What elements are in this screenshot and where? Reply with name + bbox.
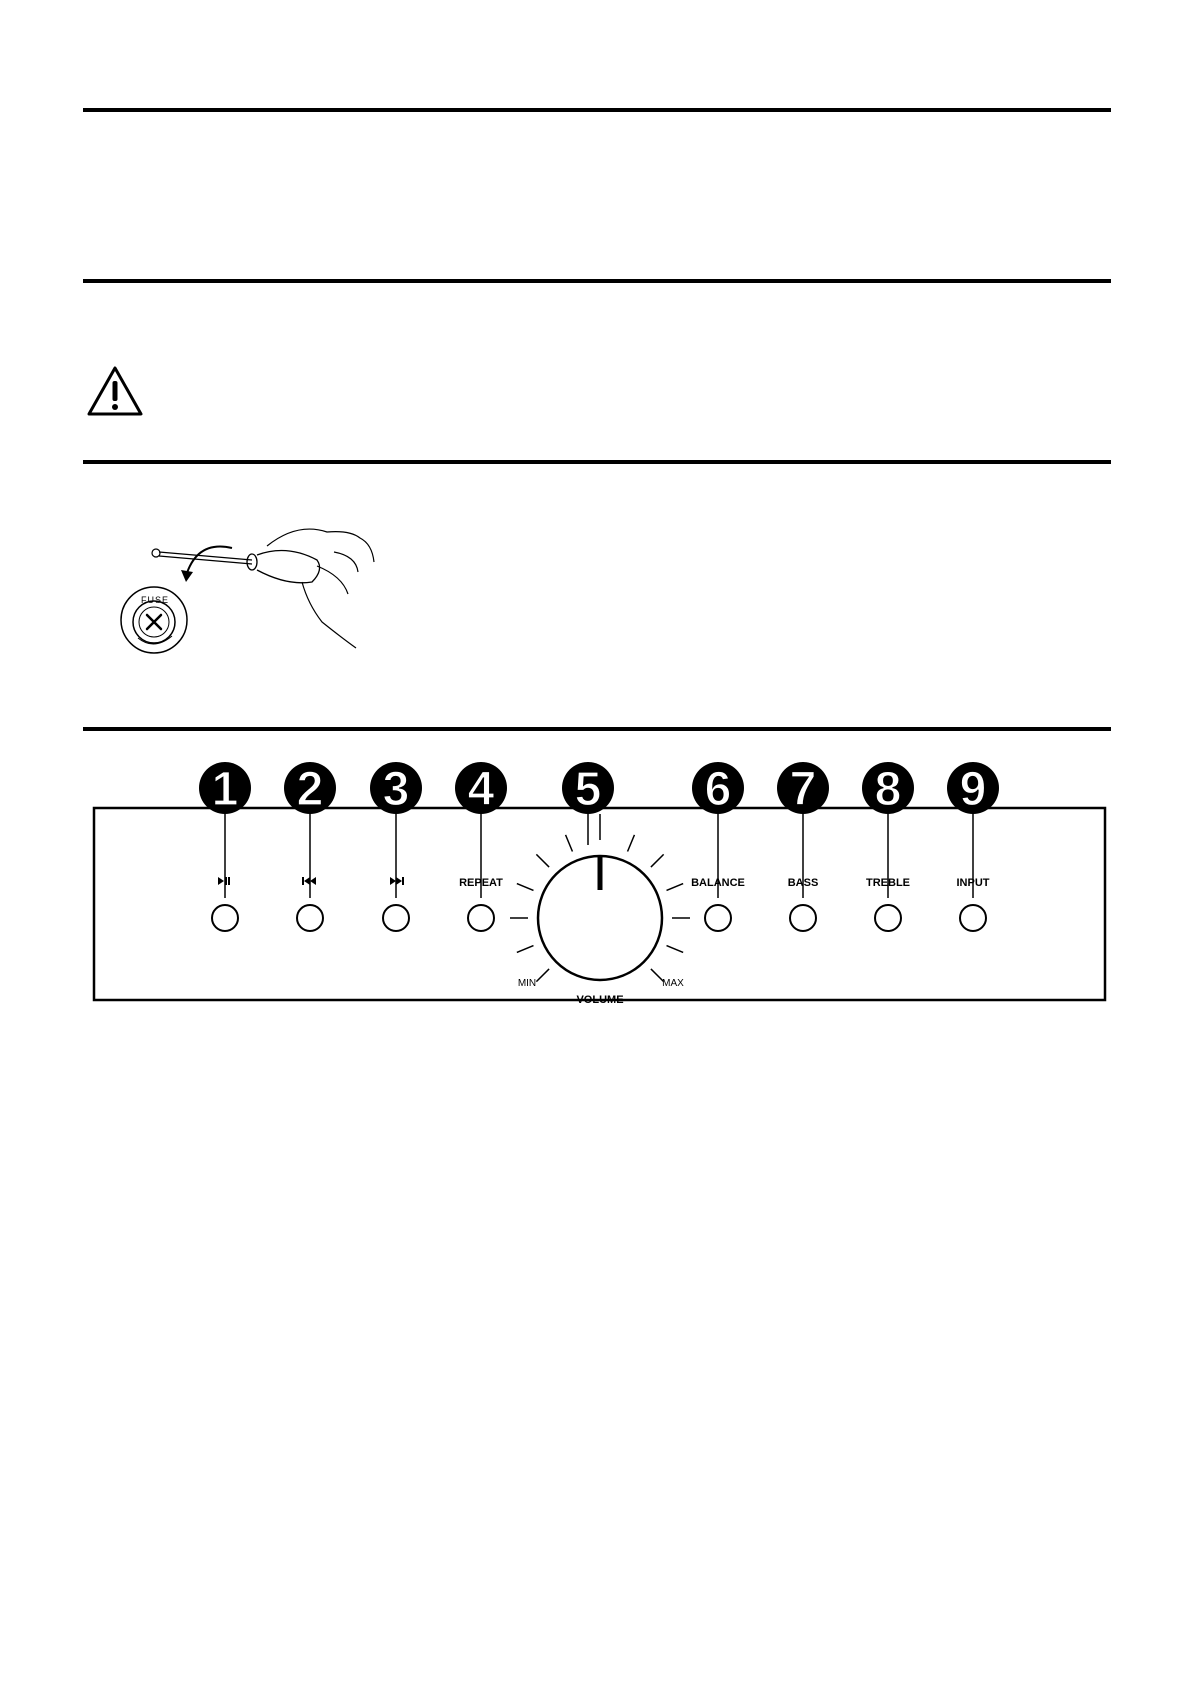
section-divider-3: [83, 460, 1111, 464]
next-track-icon: [390, 877, 404, 885]
control-8-label: TREBLE: [866, 877, 910, 889]
volume-tick: [517, 946, 534, 953]
volume-tick: [667, 884, 684, 891]
callout-1-number: 1: [211, 763, 239, 816]
warning-triangle-icon: [86, 365, 144, 417]
control-7-button[interactable]: [790, 905, 816, 931]
section-divider-4: [83, 727, 1111, 731]
screwdriver-icon: [152, 549, 320, 583]
fuse-replacement-illustration: [112, 526, 402, 671]
volume-min-label: MIN: [517, 978, 537, 989]
previous-track-icon: [302, 877, 316, 885]
volume-max-label: MAX: [662, 978, 684, 989]
volume-tick: [517, 884, 534, 891]
control-3-button[interactable]: [383, 905, 409, 931]
volume-tick: [667, 946, 684, 953]
control-6-button[interactable]: [705, 905, 731, 931]
callout-2-number: 2: [296, 763, 324, 816]
front-panel-diagram: [0, 750, 1191, 1030]
volume-tick: [536, 969, 549, 982]
control-2-button[interactable]: [297, 905, 323, 931]
control-1-button[interactable]: [212, 905, 238, 931]
callout-3-number: 3: [382, 763, 410, 816]
callout-8-number: 8: [874, 763, 902, 816]
control-8-button[interactable]: [875, 905, 901, 931]
control-9-button[interactable]: [960, 905, 986, 931]
control-6-label: BALANCE: [691, 877, 745, 889]
callout-5-number: 5: [574, 763, 602, 816]
control-4-label: REPEAT: [459, 877, 503, 889]
volume-tick: [651, 854, 664, 867]
volume-tick: [566, 835, 573, 852]
control-7-label: BASS: [787, 877, 819, 889]
control-4-button[interactable]: [468, 905, 494, 931]
rotate-arrow-icon: [181, 547, 232, 582]
callout-4-number: 4: [467, 763, 495, 816]
fuse-label: FUSE: [140, 595, 170, 605]
section-divider-2: [83, 279, 1111, 283]
callout-9-number: 9: [959, 763, 987, 816]
section-divider-1: [83, 108, 1111, 112]
volume-label: VOLUME: [576, 994, 624, 1006]
volume-tick: [536, 854, 549, 867]
control-9-label: INPUT: [956, 877, 990, 889]
volume-tick: [628, 835, 635, 852]
hand-icon: [267, 529, 374, 648]
play-pause-icon: [218, 877, 230, 885]
callout-7-number: 7: [789, 763, 817, 816]
callout-6-number: 6: [704, 763, 732, 816]
fuse-cap-icon: [121, 587, 187, 653]
